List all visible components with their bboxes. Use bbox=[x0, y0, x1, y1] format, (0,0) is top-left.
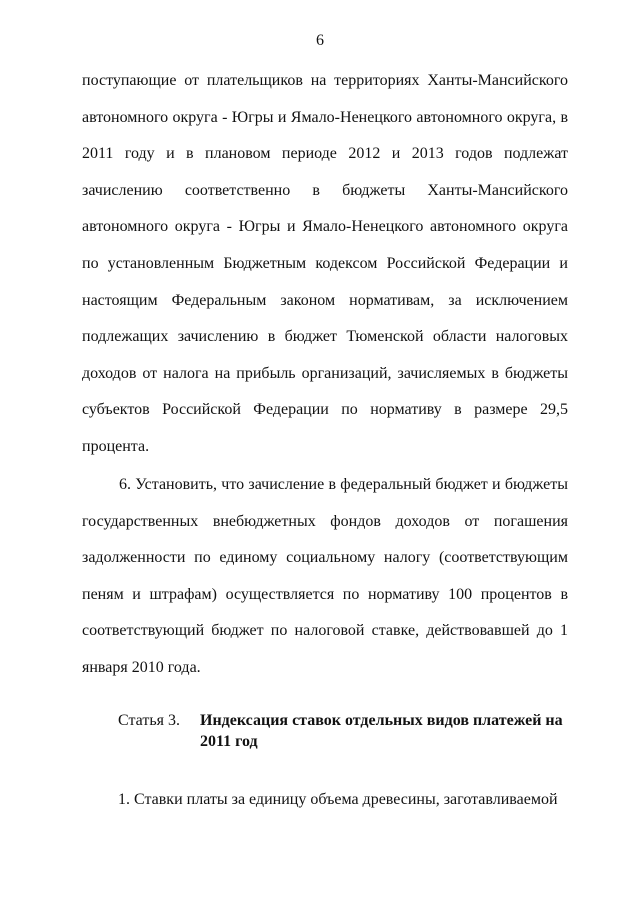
paragraph-item-6: 6. Установить, что зачисление в федеральный бюджет и бюджеты государственных внебюджетных фондов доходов от погашения задолженности по единому социальному налогу (соответствующим пеням и штрафам) осуществляется по нормативу 100 процентов в соответствующий бюджет по налоговой ставке, действовавшей до 1 января 2010 года. bbox=[82, 476, 568, 676]
article-title: Индексация ставок отдельных видов платежей на 2011 год bbox=[200, 712, 563, 750]
article-label: Статья 3. bbox=[118, 712, 180, 729]
page-number: 6 bbox=[316, 32, 324, 49]
paragraph-continuation: поступающие от плательщиков на территориях Ханты-Мансийского автономного округа - Югры и Ямало-Ненецкого автономного округа, в 2011 году и в плановом периоде 2012 и 2013 годов подлежат зачислению соответственно в бюджеты Ханты-Мансийского автономного округа - Югры и Ямало-Ненецкого автономного округа по установленным Бюджетным кодексом Российской Федерации и настоящим Федеральным законом нормативам, за исключением подлежащих зачислению в бюджет Тюменской области налоговых доходов от налога на прибыль организаций, зачисляемых в бюджеты субъектов Российской Федерации по нормативу в размере 29,5 процента. bbox=[82, 72, 568, 455]
paragraph-item-1: 1. Ставки платы за единицу объема древесины, заготавливаемой bbox=[118, 791, 558, 808]
